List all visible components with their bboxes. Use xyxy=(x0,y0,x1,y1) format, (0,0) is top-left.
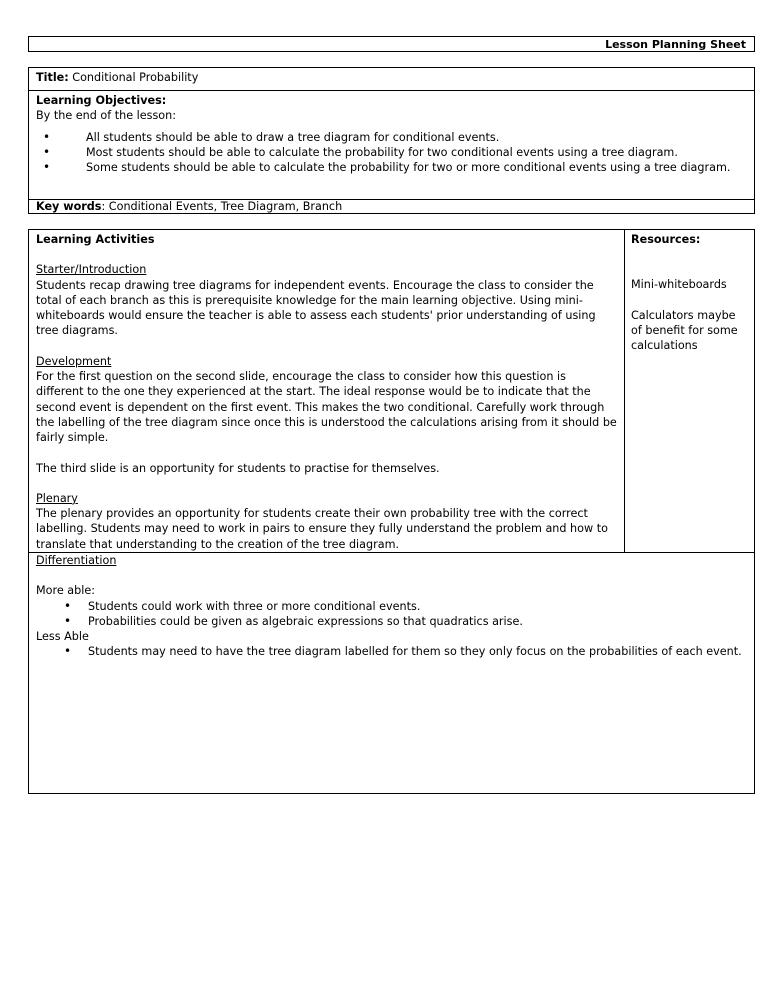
learning-activities-cell xyxy=(29,230,625,553)
lesson-overview-table xyxy=(28,67,755,214)
objectives-heading: Learning Objectives: xyxy=(36,94,167,107)
title-label: Title: xyxy=(36,71,69,84)
keywords-row xyxy=(29,200,754,215)
differentiation-heading: Differentiation xyxy=(36,554,117,567)
starter-heading: Starter/Introduction xyxy=(36,263,147,277)
less-able-item: • Students may need to have the tree diagram labelled for them so they only focus on the probabilities of each event. xyxy=(88,644,747,659)
starter-text: Students recap drawing tree diagrams for independent events. Encourage the class to consider the total of each branch as this is prerequisite knowledge for the main learning objective. Using mini-whiteboards would ensure the teacher is able to assess each students' prior understanding of using tree diagrams. xyxy=(36,278,596,338)
activities-table xyxy=(28,229,755,794)
plenary-text: The plenary provides an opportunity for students create their own probability tree with the correct labelling. Students may need to work in pairs to ensure they fully understand the problem and how to translate that understanding to the creation of the tree diagram. xyxy=(36,507,608,551)
more-able-item: • Probabilities could be given as algebraic expressions so that quadratics arise. xyxy=(88,614,747,629)
plenary-heading: Plenary xyxy=(36,491,78,505)
header-box xyxy=(28,36,755,52)
keywords-value: : Conditional Events, Tree Diagram, Branch xyxy=(101,200,343,213)
objective-item: • All students should be able to draw a tree diagram for conditional events. xyxy=(86,130,747,145)
more-able-list xyxy=(36,599,747,630)
sheet-title: Lesson Planning Sheet xyxy=(605,38,746,51)
objectives-row xyxy=(29,91,754,200)
resource-item: Calculators maybe of benefit for some calculations xyxy=(631,308,738,353)
more-able-item: • Students could work with three or more conditional events. xyxy=(88,599,747,614)
objectives-intro: By the end of the lesson: xyxy=(36,109,177,123)
less-able-label: Less Able xyxy=(36,630,89,644)
activities-heading: Learning Activities xyxy=(36,233,155,246)
development-heading: Development xyxy=(36,354,112,368)
resources-cell xyxy=(625,230,754,553)
differentiation-cell xyxy=(29,553,754,660)
less-able-list xyxy=(36,644,747,659)
objective-item: • Some students should be able to calculate the probability for two or more conditional events using a tree diagram. xyxy=(86,160,747,175)
objective-item: • Most students should be able to calculate the probability for two conditional events using a tree diagram. xyxy=(86,145,747,160)
more-able-label: More able: xyxy=(36,584,96,598)
title-value: Conditional Probability xyxy=(68,71,199,84)
development-text-2: The third slide is an opportunity for students to practise for themselves. xyxy=(36,461,440,475)
objectives-list xyxy=(36,130,747,176)
keywords-label: Key words xyxy=(36,200,102,213)
resources-heading: Resources: xyxy=(631,233,701,246)
title-row xyxy=(29,68,754,91)
resource-item: Mini-whiteboards xyxy=(631,278,727,292)
development-text: For the first question on the second slide, encourage the class to consider how this question is different to the one they experienced at the start. The ideal response would be to indicate that the second event is dependent on the first event. This makes the two conditional. Carefully work through the labelling of the tree diagram since once this is understood the calculations arising from it should be fairly simple. xyxy=(36,370,617,445)
